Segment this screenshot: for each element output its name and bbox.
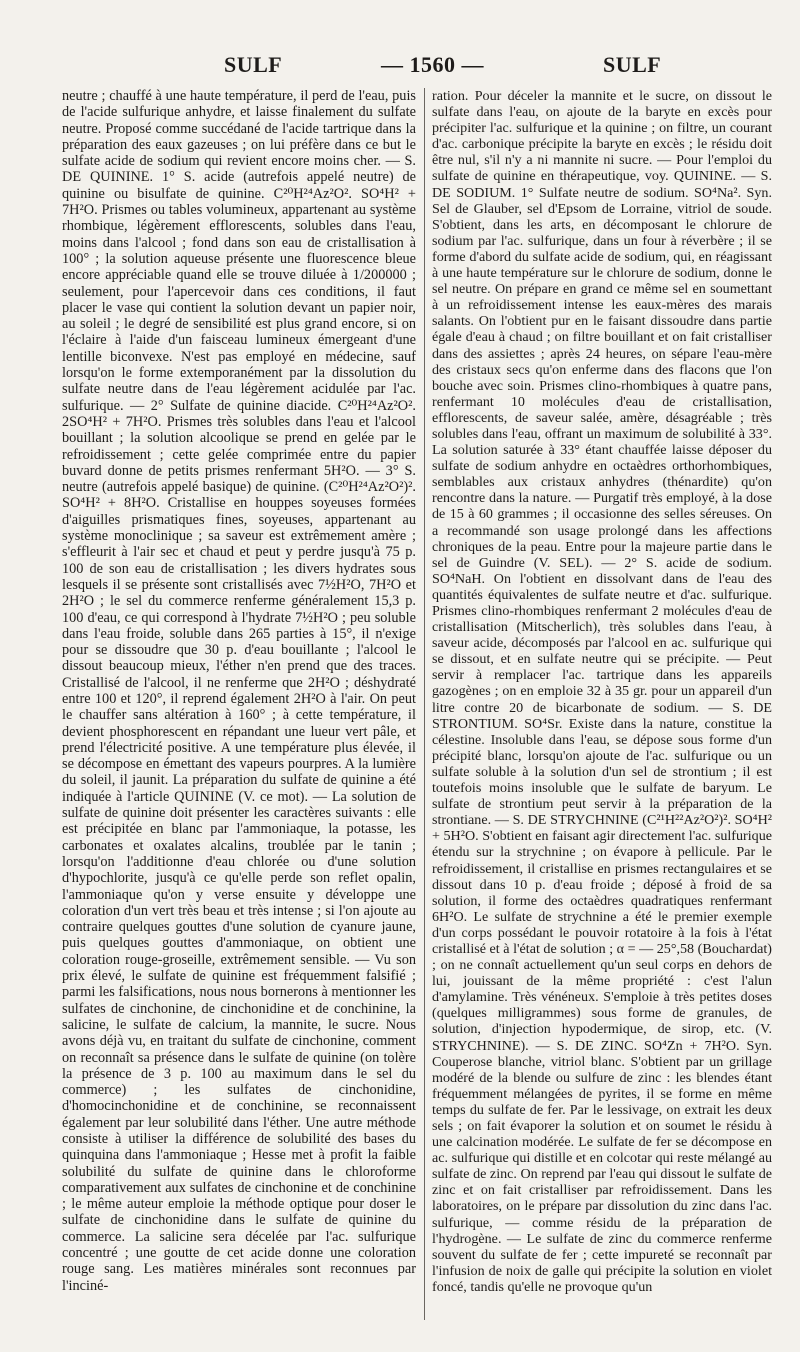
left-column	[62, 88, 416, 1314]
left-column-text: neutre ; chauffé à une haute température, il perd de l'eau, puis de l'acide sulfurique anhydre, et laisse finalement du sulfate neutre. Proposé comme succédané de l'acide tartrique dans la préparation des eaux gazeuses ; on lui préfère dans ce but le sulfate acide de sodium qui revient encore moins cher. — S. DE QUININE. 1° S. acide (autrefois appelé neutre) de quinine ou bisulfate de quinine. C²⁰H²⁴Az²O². SO⁴H² + 7H²O. Prismes ou tables volumineux, appartenant au système rhombique, légèrement efflorescents, solubles dans l'eau, moins dans l'alcool ; fond dans son eau de cristallisation à 100° ; la solution aqueuse présente une fluorescence bleue encore appréciable quand elle se trouve diluée à 1/200000 ; seulement, pour l'apercevoir dans ces conditions, il faut placer le vase qui contient la solution devant un papier noir, au soleil ; le degré de sensibilité est plus grand encore, si on l'éclaire à l'aide d'un faisceau lumineux émergeant d'une lentille biconvexe. N'est pas employé en médecine, sauf lorsqu'on le forme extemporanément par la dissolution du sulfate neutre dans de l'eau légèrement acidulée par l'ac. sulfurique. — 2° Sulfate de quinine diacide. C²⁰H²⁴Az²O². 2SO⁴H² + 7H²O. Prismes très solubles dans l'eau et l'alcool bouillant ; la solution alcoolique se prend en gelée par le refroidissement ; cette gelée comprimée entre du papier buvard donne de petits prismes renfermant 5H²O. — 3° S. neutre (autrefois appelé basique) de quinine. (C²⁰H²⁴Az²O²)². SO⁴H² + 8H²O. Cristallise en houppes soyeuses formées d'aiguilles prismatiques fines, soyeuses, appartenant au système monoclinique ; sa saveur est extrêmement amère ; s'effleurit à l'air sec et chaud et peut y perdre jusqu'à 75 p. 100 de son eau de cristallisation ; les divers hydrates sous lesquels il se présente sont cristallisés avec 7½H²O, 7H²O et 2H²O ; le sel du commerce renferme généralement 15,3 p. 100 d'eau, ce qui correspond à l'hydrate 7½H²O ; peu soluble dans l'eau froide, soluble dans 265 parties à 15°, il n'exige pour se dissoudre que 30 p. d'eau bouillante ; l'alcool le dissout beaucoup mieux, l'éther n'en prend que des traces. Cristallisé de l'alcool, il ne renferme que 2H²O ; déshydraté entre 100 et 120°, il reprend également 2H²O à l'air. On peut le chauffer sans altération à 160° ; à cette température, il devient phosphorescent en répandant une lueur vert pâle, et prend l'électricité positive. A une température plus élevée, il se décompose en émettant des vapeurs pourpres. A la lumière du soleil, il jaunit. La préparation du sulfate de quinine a été indiquée à l'article QUININE (V. ce mot). — La solution de sulfate de quinine doit présenter les caractères suivants : elle est précipitée en blanc par l'ammoniaque, la potasse, les carbonates et oxalates alcalins, troublée par le tanin ; lorsqu'on l'additionne d'eau chlorée ou d'une solution d'hypochlorite, jusqu'à ce qu'elle perde son reflet opalin, l'ammoniaque qu'on y verse ensuite y développe une coloration d'un vert très beau et très intense ; si l'on ajoute au contraire quelques gouttes d'une solution de cyanure jaune, puis quelques gouttes d'ammoniaque, on obtient une coloration rouge-groseille, extrêmement sensible. — Vu son prix élevé, le sulfate de quinine est fréquemment falsifié ; parmi les falsifications, nous nous bornerons à mentionner les sulfates de cinchonine, de cinchonidine et de conchinine, la salicine, le sulfate de calcium, la mannite, le sucre. Nous avons déjà vu, en traitant du sulfate de cinchonine, comment on reconnaît sa présence dans le sulfate de quinine (on tolère la présence de 3 p. 100 au maximum dans le sel du commerce) ; les sulfates de cinchonidine, d'homocinchonidine et de conchinine, se reconnaissent également par leur solubilité dans l'éther. Une autre méthode consiste à utiliser la différence de solubilité des bases du quinquina dans l'ammoniaque ; Hesse met à profit la faible solubilité du sulfate de quinine dans le chloroforme comparativement aux sulfates de cinchonine et de conchinine ; le même auteur emploie la méthode optique pour doser le sulfate de cinchonidine dans le sulfate de quinine du commerce. La salicine sera décelée par l'ac. sulfurique concentré ; une goutte de cet acide donne une coloration rouge sang. Les matières minérales sont reconnues par l'inciné-	[62, 88, 416, 1294]
page-number: — 1560 —	[381, 52, 484, 77]
column-divider	[424, 88, 425, 1320]
header-left-keyword: SULF	[224, 52, 283, 77]
right-column-text: ration. Pour déceler la mannite et le sucre, on dissout le sulfate dans l'eau, on ajoute de la baryte en excès pour précipiter l'ac. sulfurique et la quinine ; on filtre, un courant d'ac. carbonique précipite la baryte en excès ; le résidu doit être nul, s'il n'y a ni mannite ni sucre. — Pour l'emploi du sulfate de quinine en thérapeutique, voy. QUININE. — S. DE SODIUM. 1° Sulfate neutre de sodium. SO⁴Na². Syn. Sel de Glauber, sel d'Epsom de Lorraine, vitriol de soude. S'obtient, dans les arts, en décomposant le chlorure de sodium par l'ac. sulfurique, dans un four à réverbère ; il se forme d'abord du sulfate acide de sodium, qui, en réagissant à une haute température sur le chlorure de sodium, donne le sel neutre. On prépare en grand ce même sel en soumettant à un refroidissement intense les eaux-mères des marais salants. On l'obtient pur en le faisant dissoudre dans partie égale d'eau à chaud ; on filtre bouillant et on fait cristalliser dans des assiettes ; après 24 heures, on sépare l'eau-mère des cristaux secs qu'on enferme dans des flacons que l'on bouche avec soin. Prismes clino-rhombiques à quatre pans, renfermant 10 molécules d'eau de cristallisation, efflorescents, de saveur salée, amère, désagréable ; très solubles dans l'eau, offrant un maximum de solubilité à 33°. La solution saturée à 33° étant chauffée laisse déposer du sulfate de sodium anhydre en octaèdres orthorhombiques, semblables aux cristaux anhydres (thénardite) qu'on rencontre dans la nature. — Purgatif très employé, à la dose de 15 à 60 grammes ; il occasionne des selles séreuses. On a recommandé son usage prolongé dans les affections chroniques de la peau. Entre pour la majeure partie dans le sel de Guindre (V. SEL). — 2° S. acide de sodium. SO⁴NaH. On l'obtient en dissolvant dans de l'eau des quantités équivalentes de sulfate neutre et d'ac. sulfurique. Prismes clino-rhombiques renfermant 2 molécules d'eau de cristallisation (Mitscherlich), très solubles dans l'eau, à saveur acide, décomposés par l'alcool en ac. sulfurique qui se dissout, et en sulfate neutre qui se précipite. — Peut servir à remplacer l'ac. tartrique dans les appareils gazogènes ; on en emploie 32 à 35 gr. pour un appareil d'un litre contre 20 de bicarbonate de sodium. — S. DE STRONTIUM. SO⁴Sr. Existe dans la nature, constitue la célestine. Insoluble dans l'eau, se dépose sous forme d'un précipité blanc, lorsqu'on ajoute de l'ac. sulfurique ou un sulfate soluble à la solution d'un sel de strontium ; il est toutefois moins insoluble que le sulfate de baryum. Le sulfate de strontium peut servir à la préparation de la strontiane. — S. DE STRYCHNINE (C²¹H²²Az²O²)². SO⁴H² + 5H²O. S'obtient en faisant agir directement l'ac. sulfurique étendu sur la strychnine ; on évapore à pellicule. Par le refroidissement, il cristallise en prismes rectangulaires et se dissout dans 10 p. d'eau froide ; déposé à froid de sa solution, il forme des octaèdres quadratiques renfermant 6H²O. Le sulfate de strychnine a été le premier exemple d'un corps possédant le pouvoir rotatoire à la fois à l'état cristallisé et à l'état de solution ; α = — 25°,58 (Bouchardat) ; on ne connaît actuellement qu'un seul corps en dehors de lui, jouissant de la même propriété : c'est l'alun d'amylamine. Très vénéneux. S'emploie à très petites doses (quelques milligrammes) sous forme de granules, de solution, d'injection hypodermique, de sirop, etc. (V. STRYCHNINE). — S. DE ZINC. SO⁴Zn + 7H²O. Syn. Couperose blanche, vitriol blanc. S'obtient par un grillage modéré de la blende ou sulfure de zinc : les blendes étant fréquemment mélangées de pyrites, il se forme en même temps du sulfate de fer. Par le lessivage, on extrait les deux sels ; on fait évaporer la solution et on soumet le résidu à une calcination modérée. Le sulfate de fer se décompose en ac. sulfurique qui distille et en colcotar qui reste mélangé au sulfate de zinc. On reprend par l'eau qui dissout le sulfate de zinc et on fait cristalliser par refroidissement. Dans les laboratoires, on le prépare par dissolution du zinc dans l'ac. sulfurique, — comme résidu de la préparation de l'hydrogène. — Le sulfate de zinc du commerce renferme souvent du sulfate de fer ; cette impureté se reconnaît par l'infusion de noix de galle qui précipite la solution en violet foncé, tandis qu'elle ne provoque qu'un	[432, 88, 772, 1295]
right-column	[432, 88, 772, 1314]
header-right-keyword: SULF	[603, 52, 662, 77]
running-header	[0, 52, 800, 84]
